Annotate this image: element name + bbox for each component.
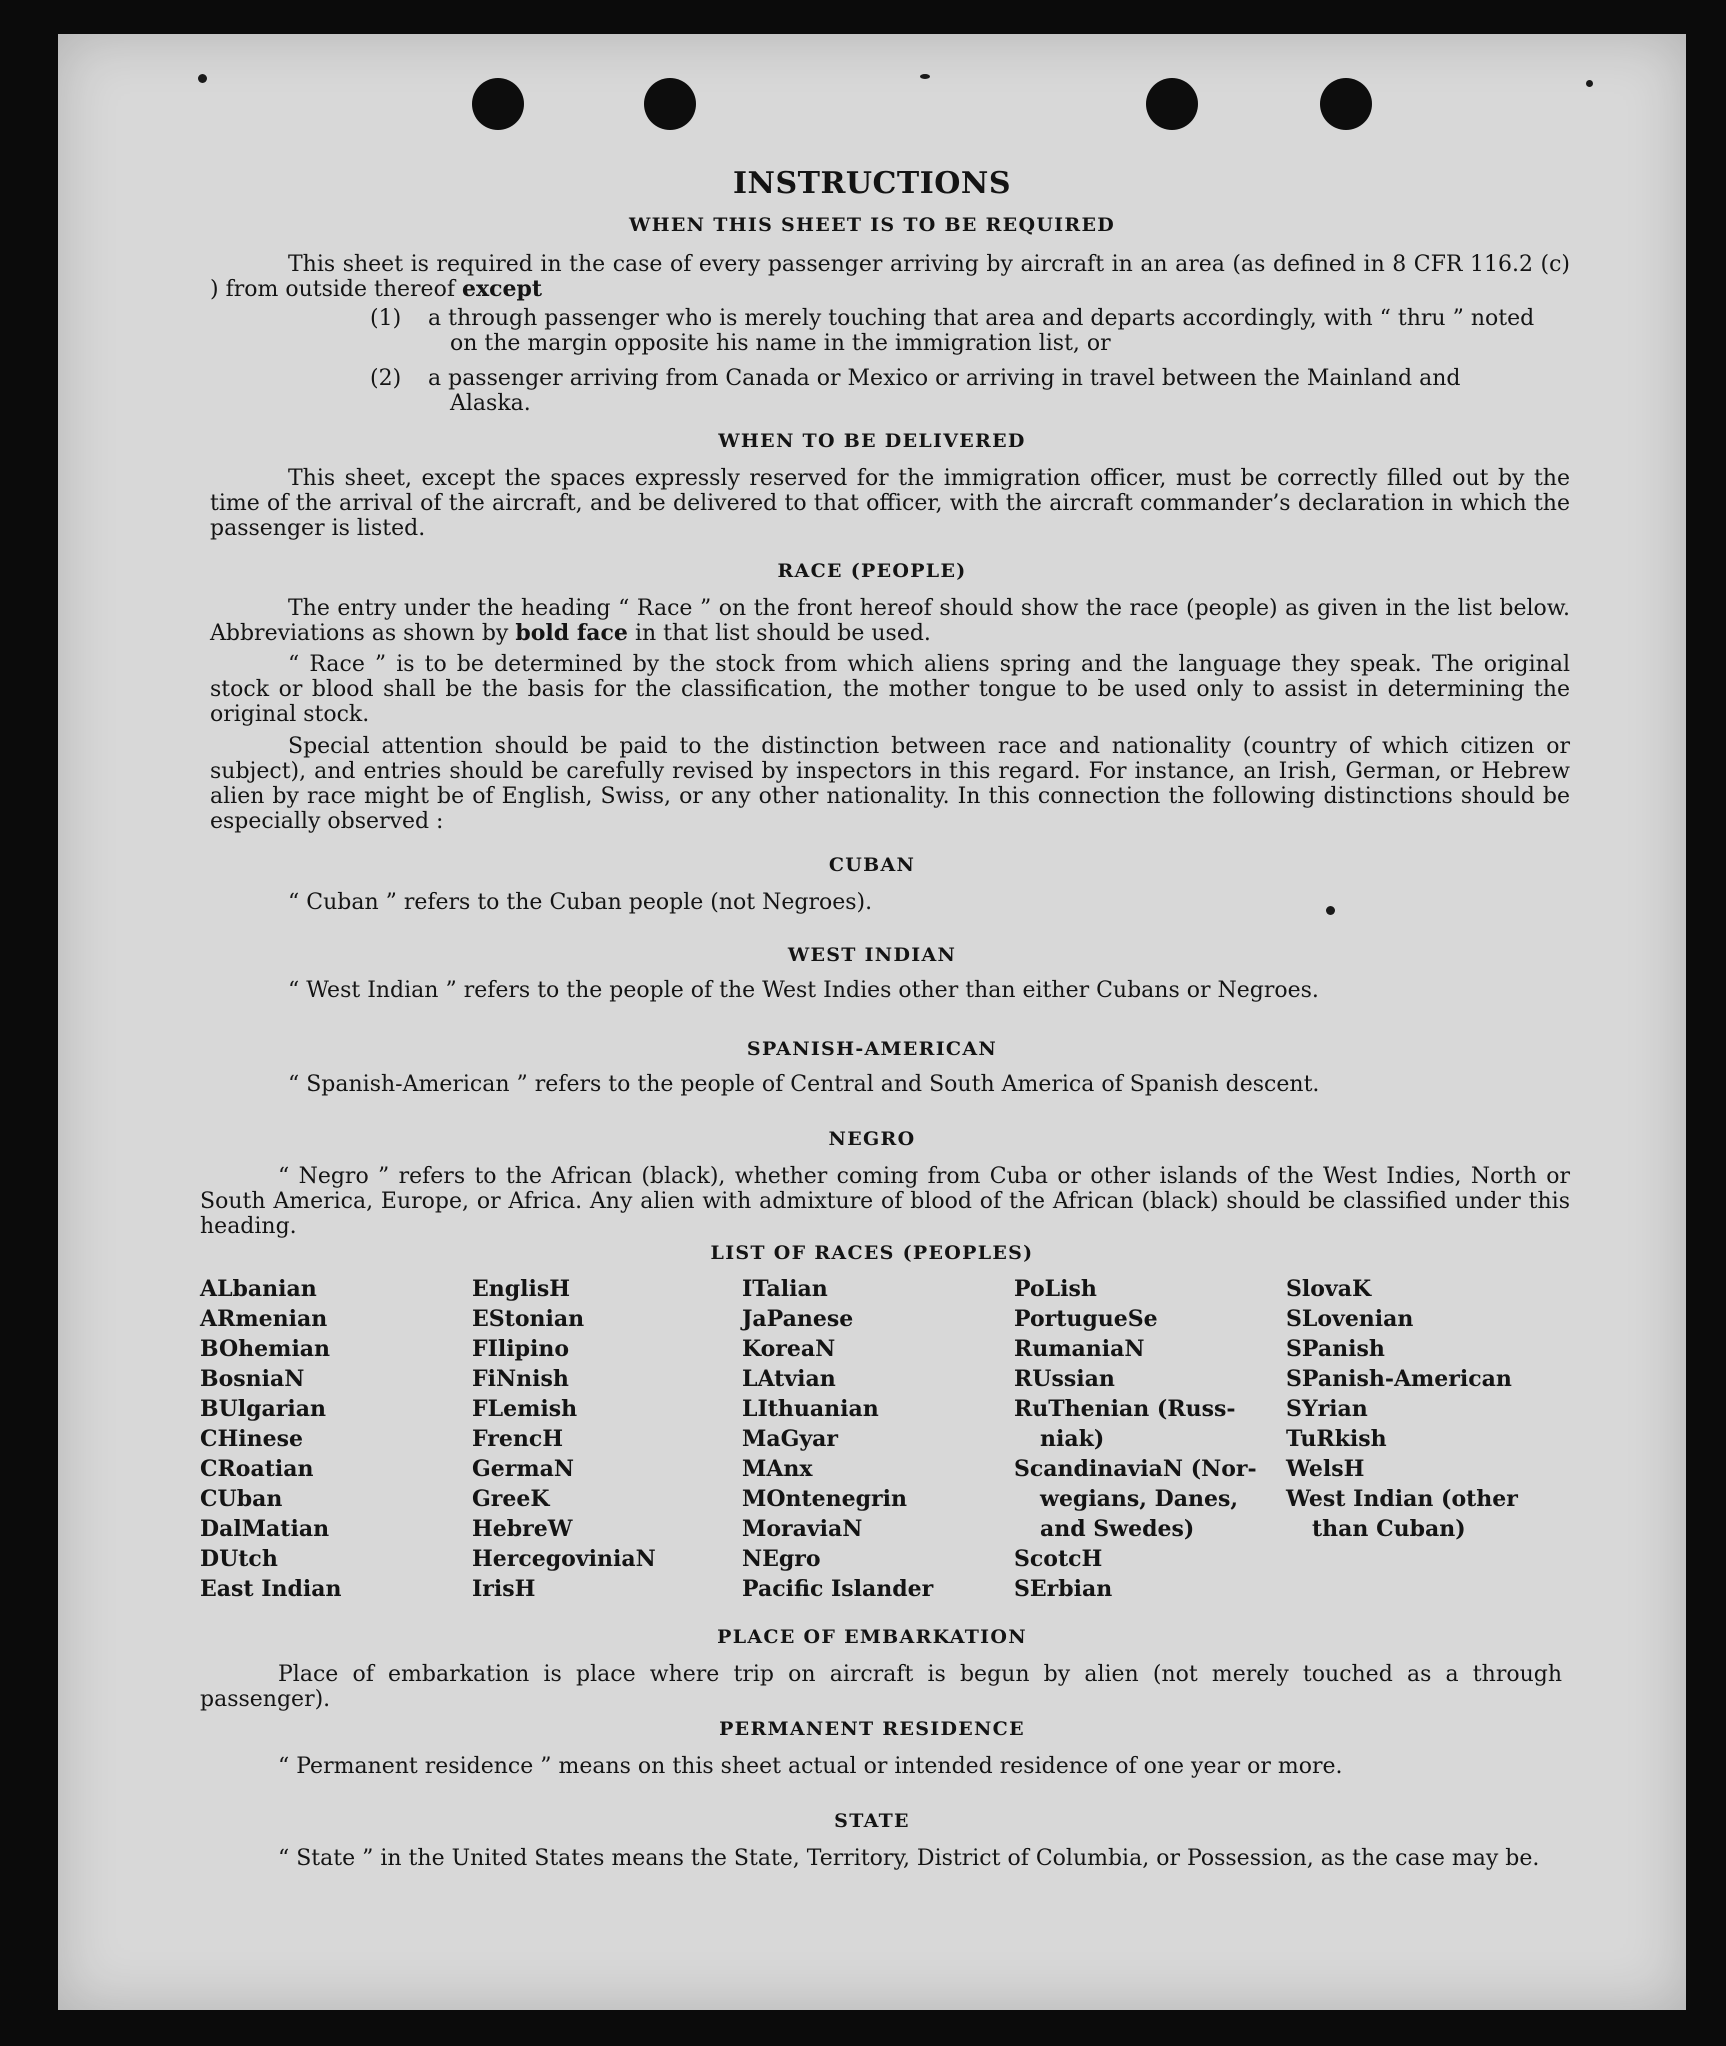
race-entry: ScotcH [1014, 1546, 1103, 1572]
race-entry: West Indian (other [1286, 1486, 1518, 1512]
section-heading-negro: NEGRO [828, 1128, 916, 1150]
delivered-text: This sheet, except the spaces expressly reserved for the immigration officer, must be correctly filled out by the time of the arrival of the aircraft, and be delivered to that officer, with the aircraft commander’s declaration in which the passenger is listed. [210, 466, 1570, 541]
race-entry: DalMatian [200, 1516, 330, 1542]
race-entry: FIlipino [472, 1336, 570, 1362]
negro-text: “ Negro ” refers to the African (black), whether coming from Cuba or other islands of the West Indies, North or South America, Europe, or Africa. Any alien with admixture of blood of the African (black) should be classified under this heading. [200, 1164, 1570, 1239]
item-line-2: on the margin opposite his name in the immigration list, or [450, 331, 1111, 356]
race-entry: ITalian [742, 1276, 828, 1302]
race-entry: MaGyar [742, 1426, 839, 1452]
race-entry: BOhemian [200, 1336, 331, 1362]
section-heading-delivered: WHEN TO BE DELIVERED [718, 430, 1026, 452]
race-entry: FrencH [472, 1426, 563, 1452]
races-column-2 [472, 1274, 656, 1604]
race-entry: EStonian [472, 1306, 585, 1332]
section-heading-spanish-american: SPANISH-AMERICAN [746, 1038, 998, 1060]
race-entry: Pacific Islander [742, 1576, 934, 1602]
race-entry: than Cuban) [1312, 1516, 1466, 1542]
race-entry: TuRkish [1286, 1426, 1387, 1452]
race-entry: EnglisH [472, 1276, 571, 1302]
state-text: “ State ” in the United States means the State, Territory, District of Columbia, or Possession, as the case may be. [278, 1846, 1540, 1871]
section-heading-residence: PERMANENT RESIDENCE [719, 1718, 1025, 1740]
race-entry: LIthuanian [742, 1396, 879, 1422]
race-entry: DUtch [200, 1546, 278, 1572]
races-column-3 [742, 1274, 933, 1604]
spanish-american-text: “ Spanish-American ” refers to the people of Central and South America of Spanish descent. [288, 1072, 1320, 1097]
race-entry: LAtvian [742, 1366, 836, 1392]
race-p1-text-b: in that list should be used. [634, 621, 931, 646]
required-item-2 [370, 366, 1570, 416]
cuban-text: “ Cuban ” refers to the Cuban people (not Negroes). [288, 890, 873, 915]
race-entry: and Swedes) [1040, 1516, 1195, 1542]
race-entry: CHinese [200, 1426, 304, 1452]
race-entry: ALbanian [200, 1276, 317, 1302]
races-column-1 [200, 1274, 342, 1604]
race-entry: MoraviaN [742, 1516, 863, 1542]
race-entry: wegians, Danes, [1040, 1486, 1238, 1512]
instructions-content [58, 34, 1686, 2010]
race-entry: ScandinaviaN (Nor- [1014, 1456, 1257, 1482]
section-heading-cuban: CUBAN [828, 854, 916, 876]
section-heading-race: RACE (PEOPLE) [777, 560, 967, 582]
section-heading-required: WHEN THIS SHEET IS TO BE REQUIRED [628, 214, 1116, 236]
race-entry: ARmenian [200, 1306, 328, 1332]
race-entry: GermaN [472, 1456, 575, 1482]
races-column-5 [1286, 1274, 1518, 1544]
west-indian-text: “ West Indian ” refers to the people of the West Indies other than either Cubans or Negroes. [288, 978, 1319, 1003]
race-entry: PoLish [1014, 1276, 1097, 1302]
race-entry: KoreaN [742, 1336, 836, 1362]
race-entry: CUban [200, 1486, 283, 1512]
race-entry: RUssian [1014, 1366, 1115, 1392]
race-entry: SPanish [1286, 1336, 1385, 1362]
race-p1-text-a: The entry under the heading “ Race ” on the front hereof should show the race (people) as given in the list below. Abbreviations as shown by [210, 596, 1570, 646]
race-paragraph-3: Special attention should be paid to the distinction between race and nationality (country of which citizen or subject), and entries should be carefully revised by inspectors in this regard. For instance, an Irish, German, or Hebrew alien by race might be of English, Swiss, or any other nationality. In this connection the following distinctions should be especially observed : [210, 734, 1570, 834]
race-entry: FLemish [472, 1396, 578, 1422]
document-page [58, 34, 1686, 2010]
race-entry: SlovaK [1286, 1276, 1372, 1302]
race-entry: MAnx [742, 1456, 813, 1482]
residence-text: “ Permanent residence ” means on this sheet actual or intended residence of one year or more. [278, 1754, 1343, 1779]
race-entry: SLovenian [1286, 1306, 1414, 1332]
required-intro-except: except [461, 276, 543, 302]
race-entry: East Indian [200, 1576, 342, 1602]
race-entry: CRoatian [200, 1456, 314, 1482]
item-number: (1) [370, 306, 402, 331]
item-line-2: Alaska. [450, 391, 531, 416]
race-entry: PortugueSe [1014, 1306, 1158, 1332]
race-entry: WelsH [1286, 1456, 1365, 1482]
race-entry: SErbian [1014, 1576, 1113, 1602]
race-p1-bold: bold face [515, 620, 628, 646]
required-item-1 [370, 306, 1570, 356]
race-entry: FiNnish [472, 1366, 569, 1392]
race-entry: niak) [1040, 1426, 1105, 1452]
race-entry: NEgro [742, 1546, 821, 1572]
section-heading-list-of-races: LIST OF RACES (PEOPLES) [710, 1242, 1034, 1264]
item-number: (2) [370, 366, 402, 391]
race-entry: JaPanese [742, 1306, 854, 1332]
item-line-1: a passenger arriving from Canada or Mexico or arriving in travel between the Mainland and [428, 366, 1461, 391]
race-entry: BosniaN [200, 1366, 305, 1392]
race-entry: IrisH [472, 1576, 536, 1602]
race-entry: HercegoviniaN [472, 1546, 656, 1572]
item-line-1: a through passenger who is merely touching that area and departs accordingly, with “ thru ” noted [428, 306, 1535, 331]
races-column-4 [1014, 1274, 1257, 1604]
race-entry: MOntenegrin [742, 1486, 907, 1512]
page-title: INSTRUCTIONS [733, 166, 1011, 201]
race-entry: GreeK [472, 1486, 550, 1512]
race-paragraph-2: “ Race ” is to be determined by the stock from which aliens spring and the language they speak. The original stock or blood shall be the basis for the classification, the mother tongue to be used only to assist in determining the original stock. [210, 652, 1570, 727]
race-entry: RuThenian (Russ- [1014, 1396, 1236, 1422]
race-paragraph-1 [210, 596, 1570, 646]
race-entry: BUlgarian [200, 1396, 326, 1422]
section-heading-west-indian: WEST INDIAN [787, 944, 957, 966]
required-intro [210, 252, 1570, 302]
embarkation-text: Place of embarkation is place where trip on aircraft is begun by alien (not merely touched as a through passenger). [200, 1662, 1562, 1712]
race-entry: SYrian [1286, 1396, 1368, 1422]
section-heading-embarkation: PLACE OF EMBARKATION [717, 1626, 1027, 1648]
race-entry: HebreW [472, 1516, 573, 1542]
section-heading-state: STATE [834, 1810, 910, 1832]
required-intro-text: This sheet is required in the case of every passenger arriving by aircraft in an area (as defined in 8 CFR 116.2 (c) ) from outside thereof [210, 252, 1570, 302]
race-entry: SPanish-American [1286, 1366, 1512, 1392]
race-entry: RumaniaN [1014, 1336, 1145, 1362]
